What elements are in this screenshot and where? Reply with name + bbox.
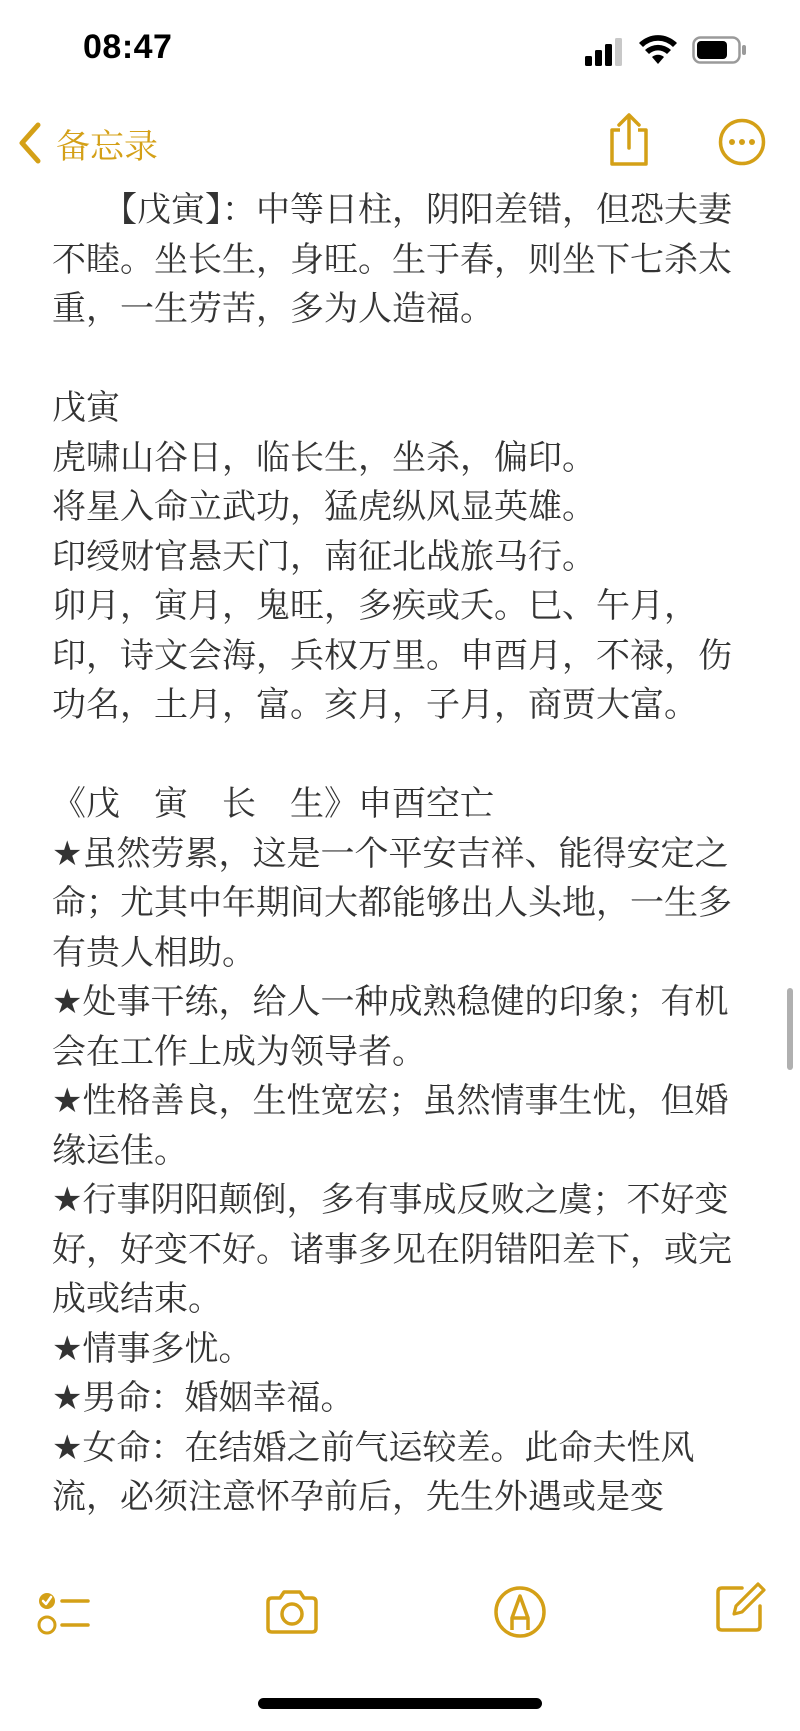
back-button-label: 备忘录 [56,126,158,167]
ellipsis-circle-icon[interactable] [718,118,766,166]
status-bar [0,0,800,100]
cellular-signal-icon [585,38,625,66]
note-paragraph: 【戊寅】：中等日柱，阴阳差错，但恐夫妻不睦。坐长生，身旺。生于春，则坐下七杀太重，一生劳苦，多为人造福。 [52,190,732,329]
note-paragraph: ★性格善良，生性宽宏；虽然情事生忧，但婚缘运佳。 [52,1081,729,1171]
navigation-bar [0,108,800,178]
note-paragraph: 将星入命立武功，猛虎纵风显英雄。 [52,487,596,527]
note-body[interactable] [52,186,742,1556]
note-paragraph: ★虽然劳累，这是一个平安吉祥、能得安定之命；尤其中年期间大都能够出人头地，一生多有贵人相助。 [52,833,732,973]
home-indicator[interactable] [258,1698,542,1709]
checklist-icon[interactable] [36,1584,92,1640]
note-paragraph: 印绶财官悬天门，南征北战旅马行。 [52,536,596,577]
markup-pen-icon[interactable] [492,1584,548,1640]
note-paragraph: 虎啸山谷日，临长生，坐杀，偏印。 [52,437,596,478]
battery-icon [692,36,748,64]
share-icon[interactable] [606,112,652,168]
note-paragraph: ★情事多忧。 [52,1328,253,1369]
blank-line [52,335,742,385]
compose-icon[interactable] [712,1580,768,1636]
chevron-left-icon [16,121,44,165]
note-paragraph: 戊寅 [52,388,120,428]
note-paragraph: ★男命：婚姻幸福。 [52,1378,355,1418]
note-paragraph: 《戊 寅 长 生》申酉空亡 [52,784,494,824]
scrollbar[interactable] [787,988,793,1070]
note-paragraph: ★女命：在结婚之前气运较差。此命夫性风流，必须注意怀孕前后，先生外遇或是变 [52,1427,695,1517]
blank-line [52,731,742,781]
note-paragraph: ★行事阴阳颠倒，多有事成反败之虞；不好变好，好变不好。诸事多见在阴错阳差下，或完成或结束。 [52,1180,732,1319]
bottom-toolbar [0,1560,800,1670]
back-button[interactable] [16,118,158,168]
status-time: 08:47 [83,28,173,66]
camera-icon[interactable] [264,1584,320,1640]
wifi-icon [638,34,678,68]
note-paragraph: ★处事干练，给人一种成熟稳健的印象；有机会在工作上成为领导者。 [52,982,729,1072]
note-paragraph: 卯月，寅月，鬼旺，多疾或夭。巳、午月，印，诗文会海，兵权万里。申酉月，不禄，伤功名，土月，富。亥月，子月，商贾大富。 [52,586,732,725]
